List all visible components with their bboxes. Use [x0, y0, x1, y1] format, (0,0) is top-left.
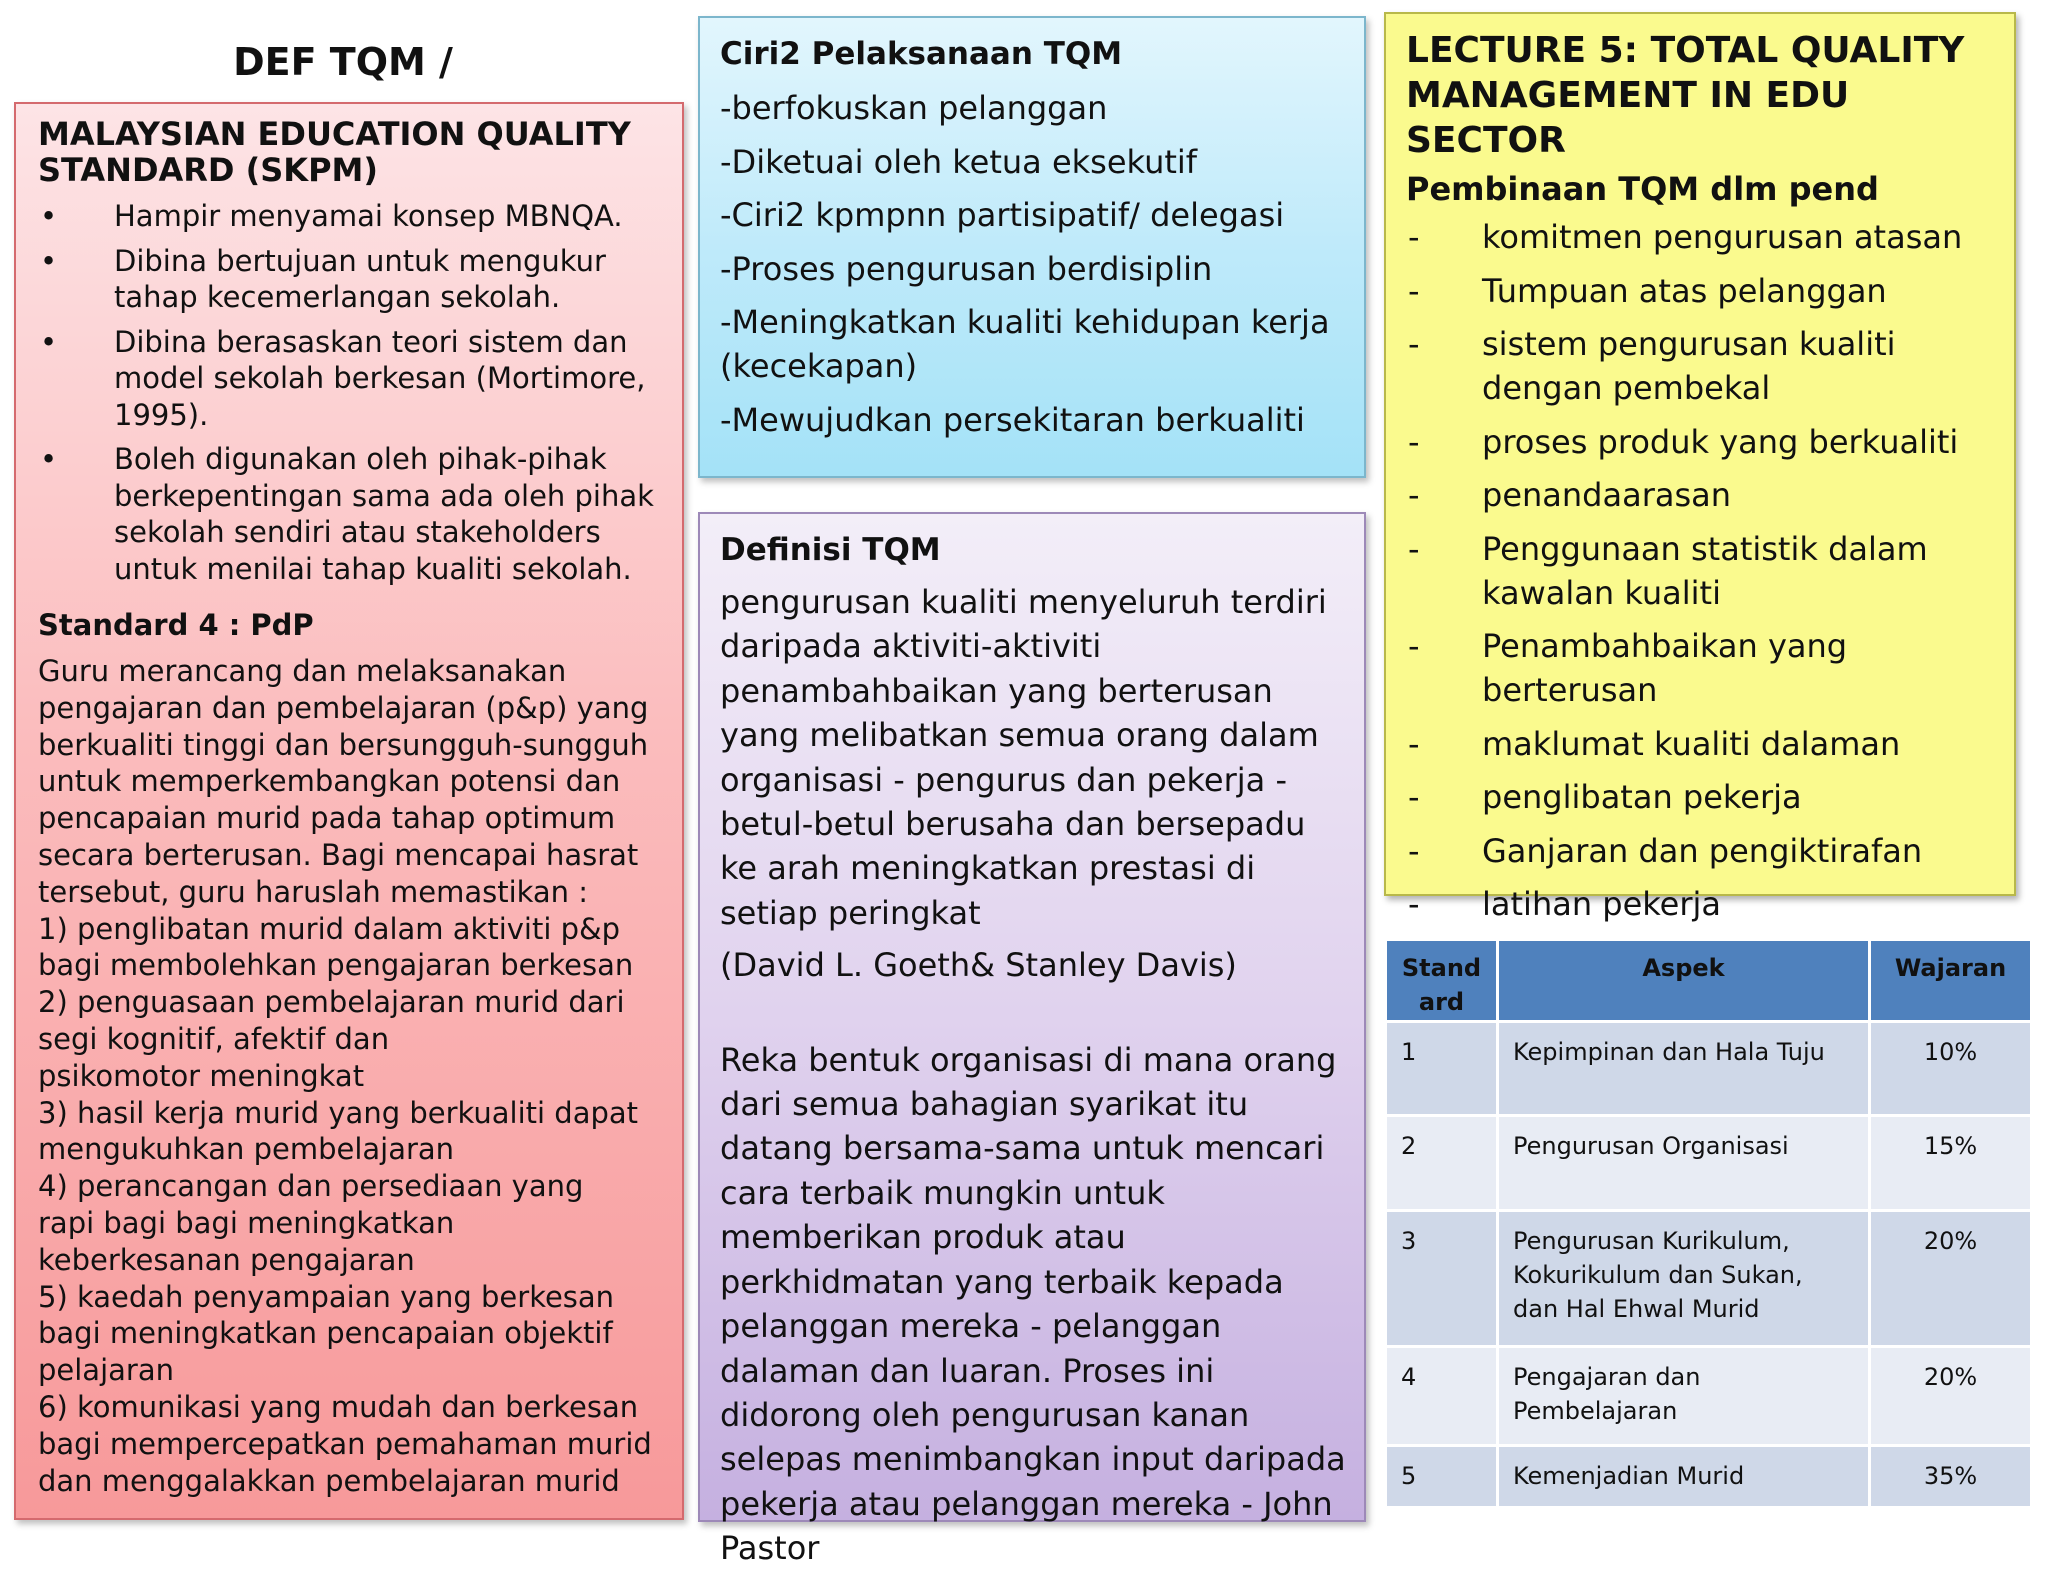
skpm-bullet: [38, 324, 664, 434]
ciri-list: [720, 86, 1346, 442]
cell-standard: 4: [1386, 1347, 1498, 1446]
dash-marker: -: [1408, 831, 1420, 870]
cell-wajaran: 20%: [1870, 1211, 2032, 1347]
pembinaan-item-text: penglibatan pekerja: [1482, 778, 1802, 816]
header-aspek: Aspek: [1498, 940, 1870, 1022]
pembinaan-item-text: Penambahbaikan yang berterusan: [1482, 627, 1848, 709]
cell-wajaran: 10%: [1870, 1022, 2032, 1116]
header-wajaran: Wajaran: [1870, 940, 2032, 1022]
pembinaan-item-text: penandaarasan: [1482, 476, 1732, 514]
bullet-marker: •: [40, 199, 58, 233]
cell-wajaran: 15%: [1870, 1116, 2032, 1211]
page-title: DEF TQM /: [233, 40, 453, 84]
cell-aspek: Pengurusan Kurikulum, Kokurikulum dan Sukan, dan Hal Ehwal Murid: [1498, 1211, 1870, 1347]
dash-marker: -: [1408, 476, 1420, 514]
bullet-marker: •: [40, 243, 58, 278]
cell-wajaran: 20%: [1870, 1347, 2032, 1446]
lecture-panel: [1384, 12, 2016, 923]
ciri-panel: [698, 16, 1366, 478]
ciri-item: -Meningkatkan kualiti kehidupan kerja (kecekapan): [720, 303, 1330, 385]
cell-aspek: Kemenjadian Murid: [1498, 1446, 1870, 1508]
header-standard: Stand ard: [1386, 940, 1498, 1022]
definisi-paragraph-2: Reka bentuk organisasi di mana orang dari semua bahagian syarikat itu datang bersama-sama untuk mencari cara terbaik mungkin untuk memberikan produk atau perkhidmatan yang terbaik kepada pelanggan mereka - pelanggan dalaman dan luaran. Proses ini didorong oleh pengurusan kanan selepas menimbangkan input daripada pekerja atau pelanggan mereka - John Pastor: [720, 1040, 1346, 1568]
skpm-bullet-text: Hampir menyamai konsep MBNQA.: [114, 199, 623, 233]
standard4-body: Guru merancang dan melaksanakan pengajaran dan pembelajaran (p&p) yang berkualiti tinggi dan bersungguh-sungguh untuk memperkembangkan potensi dan pencapaian murid pada tahap optimum secara berterusan. Bagi mencapai hasrat tersebut, guru haruslah memastikan : 1) penglibatan murid dalam aktiviti p&p bagi membolehkan pengajaran berkesan 2) penguasaan pembelajaran murid dari segi kognitif, afektif dan psikomotor meningkat 3) hasil kerja murid yang berkualiti dapat mengukuhkan pembelajaran 4) perancangan dan persediaan yang rapi bagi bagi meningkatkan keberkesanan pengajaran 5) kaedah penyampaian yang berkesan bagi meningkatkan pencapaian objektif pelajaran 6) komunikasi yang mudah dan berkesan bagi mempercepatkan pemahaman murid dan menggalakkan pembelajaran murid: [38, 654, 652, 1498]
dash-marker: -: [1408, 529, 1420, 568]
definisi-paragraph-1: pengurusan kualiti menyeluruh terdiri daripada aktiviti-aktiviti penambahbaikan yang berterusan yang melibatkan semua orang dalam organisasi - pengurus dan pekerja - betul-betul berusaha dan bersepadu ke arah meningkatkan prestasi di setiap peringkat: [720, 583, 1327, 932]
ciri-item: -berfokuskan pelanggan: [720, 89, 1108, 127]
pembinaan-item: [1406, 775, 1996, 819]
bullet-marker: •: [40, 442, 58, 476]
ciri-item: -Proses pengurusan berdisiplin: [720, 249, 1213, 288]
skpm-panel: [14, 102, 684, 1520]
definisi-panel: [698, 512, 1366, 1568]
pembinaan-item: [1406, 882, 1996, 926]
cell-standard: 1: [1386, 1022, 1498, 1116]
pembinaan-item-text: Ganjaran dan pengiktirafan: [1482, 831, 1923, 870]
definisi-heading: Definisi TQM: [720, 532, 941, 568]
bullet-marker: •: [40, 324, 58, 359]
table-row: [1386, 1022, 2032, 1116]
cell-standard: 3: [1386, 1211, 1498, 1347]
ciri-item: -Ciri2 kpmpnn partisipatif/ delegasi: [720, 196, 1285, 234]
ciri-item: -Mewujudkan persekitaran berkualiti: [720, 400, 1305, 439]
skpm-heading: MALAYSIAN EDUCATION QUALITY STANDARD (SKPM): [38, 115, 631, 189]
dash-marker: -: [1408, 271, 1420, 310]
pembinaan-list: [1406, 215, 1996, 926]
pembinaan-item: [1406, 722, 1996, 766]
pembinaan-item-text: proses produk yang berkualiti: [1482, 422, 1959, 461]
pembinaan-item: [1406, 269, 1996, 313]
lecture-title: LECTURE 5: TOTAL QUALITY MANAGEMENT IN EDU SECTOR: [1406, 30, 1965, 161]
pembinaan-item-text: latihan pekerja: [1482, 885, 1722, 923]
dash-marker: -: [1408, 778, 1420, 816]
pembinaan-item-text: Penggunaan statistik dalam kawalan kualiti: [1482, 529, 1928, 612]
cell-aspek: Pengurusan Organisasi: [1498, 1116, 1870, 1211]
table-row: [1386, 1347, 2032, 1446]
dash-marker: -: [1408, 325, 1420, 363]
cell-aspek: Pengajaran dan Pembelajaran: [1498, 1347, 1870, 1446]
standard4-heading: Standard 4 : PdP: [38, 608, 314, 642]
dash-marker: -: [1408, 724, 1420, 763]
pembinaan-item: [1406, 322, 1996, 410]
ciri-heading: Ciri2 Pelaksanaan TQM: [720, 36, 1123, 72]
definisi-citation: (David L. Goeth& Stanley Davis): [720, 946, 1237, 985]
skpm-bullet-text: Boleh digunakan oleh pihak-pihak berkepentingan sama ada oleh pihak sekolah sendiri atau stakeholders untuk menilai tahap kualiti sekolah.: [114, 442, 654, 586]
table-header-row: [1386, 940, 2032, 1022]
pembinaan-item-text: Tumpuan atas pelanggan: [1482, 271, 1887, 310]
table-row: [1386, 1116, 2032, 1211]
pembinaan-item-text: sistem pengurusan kualiti dengan pembekal: [1482, 325, 1896, 407]
pembinaan-item: [1406, 215, 1996, 259]
cell-standard: 5: [1386, 1446, 1498, 1508]
dash-marker: -: [1408, 422, 1420, 461]
pembinaan-item: [1406, 829, 1996, 873]
cell-aspek: Kepimpinan dan Hala Tuju: [1498, 1022, 1870, 1116]
pembinaan-item: [1406, 527, 1996, 615]
dash-marker: -: [1408, 885, 1420, 923]
skpm-bullet: [38, 243, 664, 316]
cell-standard: 2: [1386, 1116, 1498, 1211]
skpm-bullet-list: [38, 198, 664, 587]
dash-marker: -: [1408, 218, 1420, 256]
pembinaan-item-text: komitmen pengurusan atasan: [1482, 218, 1963, 256]
table-row: [1386, 1211, 2032, 1347]
standard-table: [1384, 938, 2033, 1509]
pembinaan-heading: Pembinaan TQM dlm pend: [1406, 170, 1879, 208]
skpm-bullet: [38, 198, 664, 235]
pembinaan-item-text: maklumat kualiti dalaman: [1482, 724, 1901, 763]
dash-marker: -: [1408, 627, 1420, 665]
pembinaan-item: [1406, 420, 1996, 464]
skpm-bullet-text: Dibina berasaskan teori sistem dan model sekolah berkesan (Mortimore, 1995).: [114, 324, 646, 432]
skpm-bullet: [38, 441, 664, 587]
skpm-bullet-text: Dibina bertujuan untuk mengukur tahap kecemerlangan sekolah.: [114, 243, 606, 314]
table-row: [1386, 1446, 2032, 1508]
pembinaan-item: [1406, 624, 1996, 712]
ciri-item: -Diketuai oleh ketua eksekutif: [720, 142, 1198, 181]
cell-wajaran: 35%: [1870, 1446, 2032, 1508]
pembinaan-item: [1406, 473, 1996, 517]
